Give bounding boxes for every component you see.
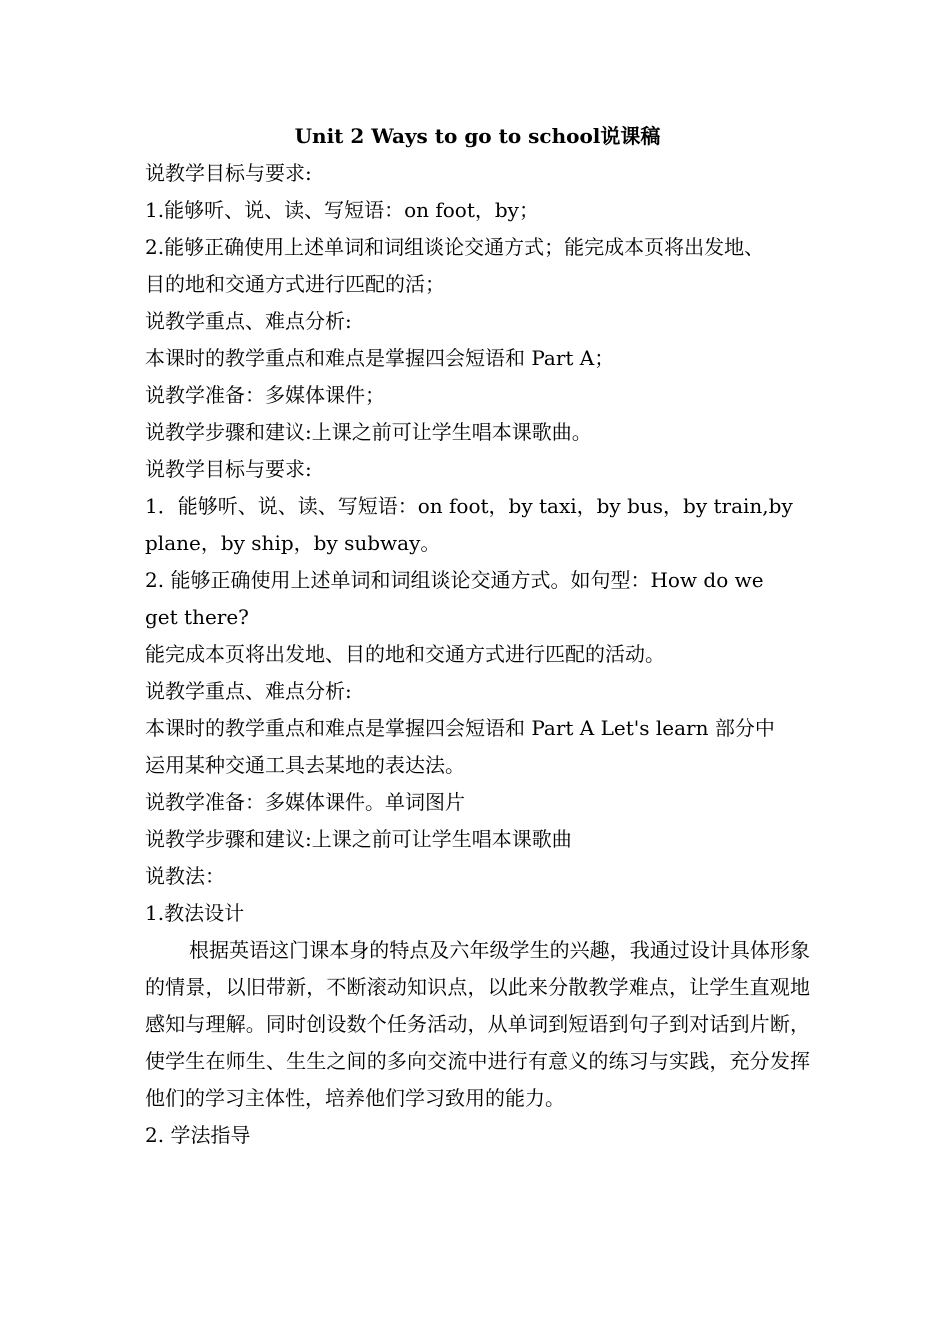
text-line: 2. 学法指导	[145, 1123, 251, 1147]
text-line: 说教学重点、难点分析:	[145, 679, 352, 703]
text-line: 说教学重点、难点分析:	[145, 309, 352, 333]
text-line: 说教学准备：多媒体课件；	[145, 383, 385, 407]
text-line: get there?	[145, 605, 249, 629]
text-line: 说教学目标与要求:	[145, 161, 312, 185]
text-line: plane，by ship，by subway。	[145, 531, 441, 555]
text-line: 运用某种交通工具去某地的表达法。	[145, 753, 465, 777]
text-line: 2.能够正确使用上述单词和词组谈论交通方式；能完成本页将出发地、	[145, 235, 765, 259]
text-line: 说教学步骤和建议:上课之前可让学生唱本课歌曲	[145, 827, 572, 851]
text-line: 说教学准备：多媒体课件。单词图片	[145, 790, 465, 814]
text-line: 1.教法设计	[145, 901, 245, 925]
text-line: 能完成本页将出发地、目的地和交通方式进行匹配的活动。	[145, 642, 665, 666]
text-line: 本课时的教学重点和难点是掌握四会短语和 Part A Let's learn 部分中	[145, 716, 775, 740]
text-line: 目的地和交通方式进行匹配的活；	[145, 272, 445, 296]
text-line: 说教法：	[145, 864, 225, 888]
document-title: Unit 2 Ways to go to school说课稿	[294, 124, 661, 148]
text-line: 本课时的教学重点和难点是掌握四会短语和 Part A；	[145, 346, 615, 370]
text-line: 1.能够听、说、读、写短语：on foot，by；	[145, 198, 539, 222]
text-line: 2. 能够正确使用上述单词和词组谈论交通方式。如句型：How do we	[145, 568, 764, 592]
text-line: 说教学步骤和建议:上课之前可让学生唱本课歌曲。	[145, 420, 592, 444]
text-line: 1．能够听、说、读、写短语：on foot，by taxi，by bus，by train,by	[145, 494, 793, 518]
text-line: 说教学目标与要求:	[145, 457, 312, 481]
body-paragraph: 根据英语这门课本身的特点及六年级学生的兴趣，我通过设计具体形象的情景，以旧带新，不断滚动知识点，以此来分散教学难点，让学生直观地感知与理解。同时创设数个任务活动，从单词到短语到句子到对话到片断，使学生在师生、生生之间的多向交流中进行有意义的练习与实践，充分发挥他们的学习主体性，培养他们学习致用的能力。	[145, 938, 810, 1110]
document-body	[145, 118, 810, 1154]
